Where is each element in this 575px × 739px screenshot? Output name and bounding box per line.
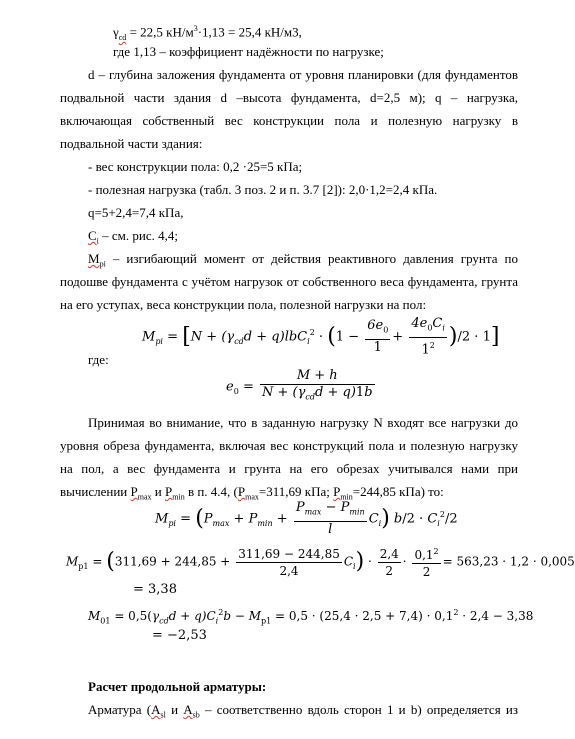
text-line: подошве фундамента с учётом нагрузок от собственного веса фундамента, грунта bbox=[60, 274, 518, 289]
text-line: включающая собственный вес конструкции пола и полезную нагрузку в bbox=[60, 113, 518, 128]
text-line: - полезная нагрузка (табл. 3 поз. 2 и п. 3.7 [2]): 2,0·1,2=2,4 кПа. bbox=[88, 182, 438, 197]
text-line: подвальной части здания: bbox=[60, 136, 203, 151]
text-line: на пол, а вес фундамента и грунта на его обрезах учитывался нами при bbox=[60, 461, 518, 476]
text-line: Принимая во внимание, что в заданную нагрузку N входят все нагрузки до bbox=[88, 415, 518, 430]
text-line: где: bbox=[88, 352, 109, 367]
pmax-pmin-line: вычислении $P_{max}$ и $P_{min}$ в п. 4.4, ($P_{max}=311,69$ кПа; $P_{min}=244,85$ кПа) то: bbox=[60, 484, 444, 502]
armature-line: Арматура ($A_{sl}$ и $A_{sb}$ – соответственно вдоль сторон 1 и b) определяется из bbox=[88, 702, 518, 720]
section-heading: Расчет продольной арматуры: bbox=[88, 679, 267, 694]
gamma-cd-line: $\gamma_{cd} = 22,5$ $кН/м^3\cdot 1,13 = 25,4$ кН/м3, bbox=[113, 24, 302, 42]
mpi-line: $M_{pi}$ – изгибающий момент от действия реактивного давления грунта по bbox=[88, 251, 518, 269]
formula-e0: $e_0$ = $\frac{M + h}{N + (\gamma_{cd}d + q)1b}$ bbox=[226, 368, 373, 402]
ci-line: $C_i$ – см. рис. 4,4; bbox=[88, 228, 178, 246]
formula-mpi: $M_{pi} = [N + (\gamma_{cd}d + q)lbC_i^2 \cdot (1$ − $\frac{6e_0}{1}$ + $\frac{4e_0C_i}{1^2}$ )/2 · 1] bbox=[142, 316, 500, 357]
text-line: на его уступах, веса конструкции пола, полезной нагрузки на пол: bbox=[60, 297, 427, 312]
text-line: - вес конструкции пола: 0,2 ·25=5 кПа; bbox=[88, 159, 303, 174]
formula-m01: $M_{01} = 0,5(\gamma_{cd}d + q)C_i^2b - M_{p1} = 0,5 \cdot (25,4 \cdot 2,5 + 7,4) \cdot 0,1^2 \cdot 2,4 - 3,38$ bbox=[88, 608, 534, 626]
text-line: уровня обреза фундамента, включая вес конструкций пола и полезную нагрузку bbox=[60, 438, 518, 453]
text-line: q=5+2,4=7,4 кПа, bbox=[88, 205, 184, 220]
text-line: подвальной части здания d –высота фундамента, d=2,5 м); q – нагрузка, bbox=[60, 90, 518, 105]
text-line: где 1,13 – коэффициент надёжности по нагрузке; bbox=[113, 44, 384, 59]
formula-m01-result: = −2,53 bbox=[152, 628, 207, 643]
text-line: d – глубина заложения фундамента от уровня планировки (для фундаментов bbox=[88, 67, 518, 82]
formula-mp1-result: = 3,38 bbox=[133, 582, 177, 597]
formula-mp1: $M_{p1} = (311,69 + 244,85$ + $\frac{311,69 - 244,85}{2,4}$ $C_i$) · $\frac{2,4}{2}$ · $\frac{0,1^2}{2}$ = 563,23 · 1,2 · 0,005 bbox=[66, 544, 575, 580]
formula-mpi-2: $M_{pi} = (P_{max} + P_{min}$ + $\frac{P_{max} - P_{min}}{l}$ $C_i$) $b/2 \cdot C_i^2/2$ bbox=[155, 500, 458, 537]
